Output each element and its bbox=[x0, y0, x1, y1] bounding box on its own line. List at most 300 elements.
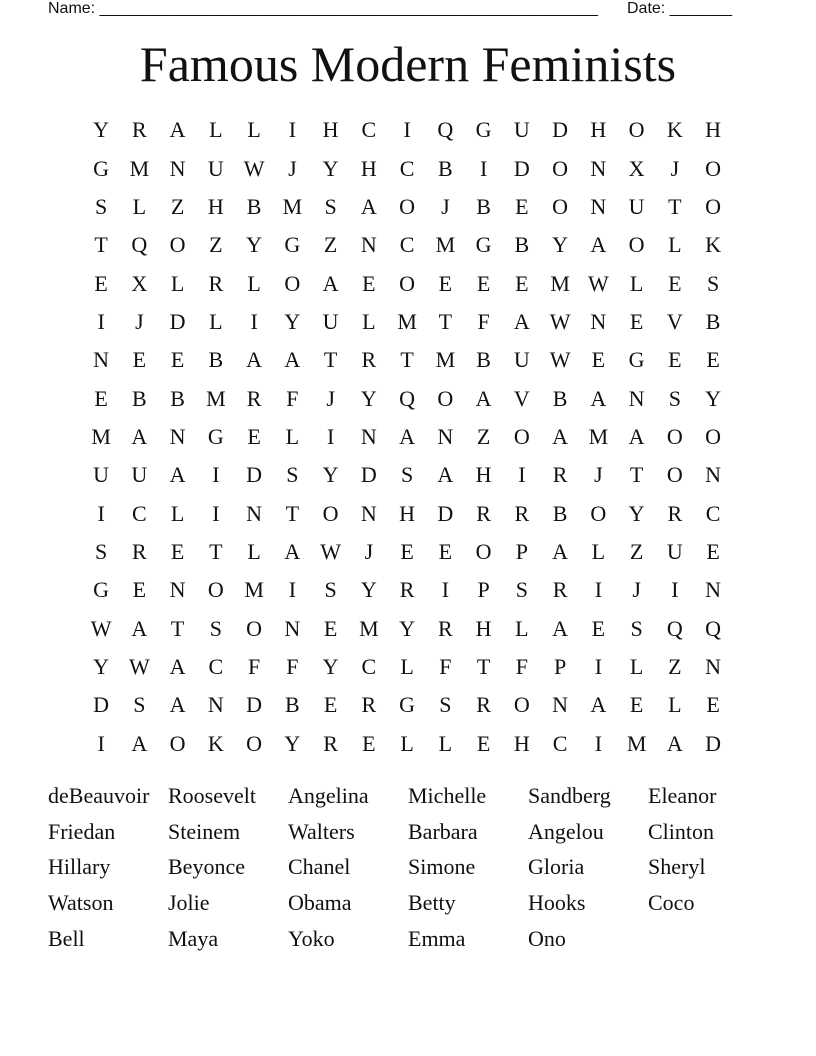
grid-letter[interactable]: B bbox=[514, 232, 530, 258]
grid-letter[interactable]: O bbox=[437, 385, 454, 411]
grid-letter[interactable]: O bbox=[399, 270, 416, 296]
grid-letter[interactable]: B bbox=[552, 385, 568, 411]
grid-letter[interactable]: B bbox=[552, 500, 568, 526]
grid-letter[interactable]: O bbox=[705, 193, 722, 219]
grid-letter[interactable]: F bbox=[439, 653, 452, 679]
grid-letter[interactable]: G bbox=[93, 155, 110, 181]
grid-letter[interactable]: G bbox=[475, 232, 492, 258]
letter-grid bbox=[82, 111, 732, 763]
grid-letter[interactable]: T bbox=[438, 308, 453, 334]
grid-letter[interactable]: L bbox=[170, 500, 185, 526]
grid-letter[interactable]: Z bbox=[476, 423, 491, 449]
grid-letter[interactable]: A bbox=[513, 308, 530, 334]
grid-letter[interactable]: O bbox=[169, 730, 186, 756]
grid-letter[interactable]: O bbox=[513, 692, 530, 718]
grid-letter[interactable]: W bbox=[587, 270, 609, 296]
grid-letter[interactable]: A bbox=[284, 538, 301, 564]
grid-letter[interactable]: E bbox=[170, 538, 185, 564]
grid-letter[interactable]: J bbox=[594, 462, 603, 488]
grid-letter[interactable]: A bbox=[666, 730, 683, 756]
grid-letter[interactable]: M bbox=[359, 615, 379, 641]
grid-letter[interactable]: K bbox=[705, 232, 722, 258]
grid-letter[interactable]: R bbox=[476, 692, 491, 718]
grid-letter[interactable]: Z bbox=[668, 653, 682, 679]
grid-letter[interactable]: I bbox=[403, 117, 411, 143]
grid-letter[interactable]: I bbox=[212, 462, 220, 488]
grid-letter[interactable]: J bbox=[288, 155, 297, 181]
grid-letter[interactable]: B bbox=[132, 385, 147, 411]
grid-letter[interactable]: I bbox=[326, 423, 335, 449]
grid-letter[interactable]: O bbox=[705, 155, 722, 181]
grid-letter[interactable]: Q bbox=[399, 385, 416, 411]
grid-letter[interactable]: R bbox=[361, 692, 377, 718]
grid-letter[interactable]: E bbox=[515, 193, 529, 219]
grid-letter[interactable]: B bbox=[476, 193, 491, 219]
word-list-item: Roosevelt bbox=[168, 783, 256, 808]
grid-letter[interactable]: W bbox=[90, 615, 112, 641]
grid-letter[interactable]: M bbox=[435, 347, 456, 373]
grid-letter[interactable]: P bbox=[477, 577, 490, 603]
grid-letter[interactable]: T bbox=[94, 232, 108, 258]
grid-letter[interactable]: O bbox=[628, 117, 645, 143]
grid-letter[interactable]: L bbox=[400, 653, 414, 679]
grid-letter[interactable]: A bbox=[552, 423, 569, 449]
grid-letter[interactable]: A bbox=[552, 538, 569, 564]
grid-letter[interactable]: I bbox=[288, 117, 297, 143]
grid-letter[interactable]: Z bbox=[323, 232, 338, 258]
grid-letter[interactable]: C bbox=[399, 232, 415, 258]
grid-letter[interactable]: T bbox=[323, 347, 338, 373]
grid-letter[interactable]: E bbox=[476, 730, 491, 756]
grid-letter[interactable]: N bbox=[207, 692, 224, 718]
grid-letter[interactable]: Y bbox=[322, 653, 339, 679]
grid-letter[interactable]: Z bbox=[209, 232, 223, 258]
grid-letter[interactable]: N bbox=[705, 462, 722, 488]
grid-letter[interactable]: N bbox=[437, 423, 454, 449]
grid-letter[interactable]: N bbox=[590, 155, 607, 181]
grid-letter[interactable]: R bbox=[361, 347, 377, 373]
grid-letter[interactable]: R bbox=[208, 270, 224, 296]
grid-letter[interactable]: E bbox=[591, 615, 606, 641]
grid-letter[interactable]: I bbox=[97, 730, 105, 756]
grid-letter[interactable]: L bbox=[591, 538, 606, 564]
grid-letter[interactable]: T bbox=[170, 615, 185, 641]
grid-letter[interactable]: E bbox=[247, 423, 261, 449]
grid-letter[interactable]: A bbox=[169, 692, 186, 718]
word-list-item: Gloria bbox=[528, 854, 585, 880]
grid-letter[interactable]: U bbox=[513, 117, 530, 143]
grid-letter[interactable]: A bbox=[169, 462, 186, 488]
grid-letter[interactable]: I bbox=[594, 730, 603, 756]
grid-letter[interactable]: E bbox=[132, 577, 147, 603]
grid-letter[interactable]: R bbox=[438, 615, 453, 641]
grid-letter[interactable]: D bbox=[705, 730, 722, 756]
grid-letter[interactable]: T bbox=[629, 462, 644, 488]
grid-letter[interactable]: A bbox=[590, 232, 607, 258]
grid-letter[interactable]: D bbox=[360, 462, 377, 488]
grid-letter[interactable]: N bbox=[590, 193, 607, 219]
grid-letter[interactable]: D bbox=[246, 462, 263, 488]
word-list-item: Steinem bbox=[168, 818, 241, 844]
grid-letter[interactable]: Q bbox=[131, 232, 148, 258]
grid-letter[interactable]: X bbox=[628, 155, 645, 181]
grid-letter[interactable]: O bbox=[169, 232, 186, 258]
grid-letter[interactable]: N bbox=[284, 615, 301, 641]
grid-letter[interactable]: B bbox=[208, 347, 224, 373]
grid-letter[interactable]: F bbox=[248, 653, 261, 679]
grid-letter[interactable]: W bbox=[549, 347, 571, 373]
grid-letter[interactable]: Y bbox=[246, 232, 263, 258]
grid-letter[interactable]: T bbox=[285, 500, 300, 526]
grid-letter[interactable]: C bbox=[399, 155, 415, 181]
date-field[interactable]: Date: _______ bbox=[627, 0, 732, 17]
grid-letter[interactable]: R bbox=[667, 500, 683, 526]
grid-letter[interactable]: R bbox=[476, 500, 491, 526]
grid-letter[interactable]: C bbox=[132, 500, 147, 526]
grid-letter[interactable]: H bbox=[360, 155, 377, 181]
grid-letter[interactable]: D bbox=[246, 692, 263, 718]
grid-letter[interactable]: I bbox=[250, 308, 258, 334]
grid-letter[interactable]: Z bbox=[170, 193, 185, 219]
grid-letter[interactable]: Y bbox=[399, 615, 416, 641]
grid-letter[interactable]: Y bbox=[284, 730, 301, 756]
grid-letter[interactable]: L bbox=[438, 730, 453, 756]
grid-letter[interactable]: E bbox=[170, 347, 185, 373]
grid-letter[interactable]: G bbox=[93, 577, 110, 603]
grid-letter[interactable]: G bbox=[475, 117, 492, 143]
grid-letter[interactable]: K bbox=[207, 730, 224, 756]
grid-letter[interactable]: L bbox=[400, 730, 414, 756]
grid-letter[interactable]: M bbox=[91, 423, 111, 449]
grid-letter[interactable]: O bbox=[513, 423, 530, 449]
grid-letter[interactable]: O bbox=[590, 500, 607, 526]
grid-letter[interactable]: Y bbox=[284, 308, 301, 334]
grid-letter[interactable]: R bbox=[552, 577, 568, 603]
grid-letter[interactable]: T bbox=[668, 193, 682, 219]
grid-letter[interactable]: C bbox=[552, 730, 568, 756]
grid-letter[interactable]: G bbox=[284, 232, 301, 258]
grid-letter[interactable]: J bbox=[326, 385, 335, 411]
grid-letter[interactable]: U bbox=[93, 462, 110, 488]
grid-letter[interactable]: W bbox=[320, 538, 341, 564]
grid-letter[interactable]: B bbox=[438, 155, 453, 181]
grid-letter[interactable]: B bbox=[170, 385, 185, 411]
grid-letter[interactable]: G bbox=[628, 347, 645, 373]
grid-letter[interactable]: N bbox=[552, 692, 569, 718]
grid-letter[interactable]: A bbox=[131, 423, 148, 449]
grid-letter[interactable]: W bbox=[549, 308, 571, 334]
grid-letter[interactable]: Y bbox=[322, 155, 339, 181]
grid-letter[interactable]: L bbox=[247, 270, 261, 296]
grid-letter[interactable]: D bbox=[552, 117, 569, 143]
grid-letter[interactable]: I bbox=[97, 308, 105, 334]
grid-letter[interactable]: L bbox=[132, 193, 147, 219]
grid-letter[interactable]: A bbox=[399, 423, 416, 449]
grid-letter[interactable]: I bbox=[479, 155, 488, 181]
grid-letter[interactable]: Y bbox=[93, 653, 110, 679]
grid-letter[interactable]: N bbox=[360, 423, 377, 449]
grid-letter[interactable]: N bbox=[628, 385, 645, 411]
grid-letter[interactable]: O bbox=[705, 423, 722, 449]
grid-letter[interactable]: R bbox=[132, 117, 147, 143]
grid-letter[interactable]: I bbox=[97, 500, 105, 526]
grid-letter[interactable]: Y bbox=[360, 577, 377, 603]
grid-letter[interactable]: U bbox=[666, 538, 683, 564]
grid-letter[interactable]: S bbox=[324, 577, 337, 603]
grid-letter[interactable]: O bbox=[475, 538, 492, 564]
grid-letter[interactable]: S bbox=[515, 577, 528, 603]
grid-letter[interactable]: U bbox=[322, 308, 339, 334]
grid-letter[interactable]: J bbox=[632, 577, 641, 603]
grid-letter[interactable]: S bbox=[439, 692, 452, 718]
grid-letter[interactable]: R bbox=[132, 538, 147, 564]
grid-letter[interactable]: H bbox=[590, 117, 607, 143]
grid-letter[interactable]: E bbox=[706, 538, 720, 564]
grid-letter[interactable]: M bbox=[129, 155, 150, 181]
grid-letter[interactable]: H bbox=[475, 462, 492, 488]
grid-letter[interactable]: A bbox=[169, 117, 186, 143]
grid-letter[interactable]: I bbox=[518, 462, 526, 488]
grid-letter[interactable]: R bbox=[323, 730, 338, 756]
grid-letter[interactable]: P bbox=[554, 653, 567, 679]
grid-letter[interactable]: T bbox=[476, 653, 491, 679]
grid-letter[interactable]: E bbox=[591, 347, 606, 373]
grid-letter[interactable]: W bbox=[243, 155, 265, 181]
grid-letter[interactable]: G bbox=[207, 423, 224, 449]
grid-letter[interactable]: O bbox=[628, 232, 645, 258]
grid-letter[interactable]: Y bbox=[322, 462, 339, 488]
grid-letter[interactable]: E bbox=[515, 270, 529, 296]
grid-letter[interactable]: L bbox=[629, 653, 644, 679]
grid-letter[interactable]: J bbox=[441, 193, 450, 219]
grid-letter[interactable]: F bbox=[515, 653, 528, 679]
grid-letter[interactable]: A bbox=[322, 270, 339, 296]
grid-letter[interactable]: U bbox=[207, 155, 224, 181]
grid-letter[interactable]: N bbox=[169, 577, 186, 603]
grid-letter[interactable]: A bbox=[475, 385, 492, 411]
grid-letter[interactable]: T bbox=[209, 538, 223, 564]
grid-letter[interactable]: N bbox=[169, 155, 186, 181]
grid-letter[interactable]: D bbox=[437, 500, 454, 526]
grid-letter[interactable]: A bbox=[590, 692, 607, 718]
grid-letter[interactable]: Y bbox=[360, 385, 377, 411]
grid-letter[interactable]: B bbox=[476, 347, 491, 373]
grid-letter[interactable]: G bbox=[399, 692, 416, 718]
grid-letter[interactable]: Y bbox=[93, 117, 110, 143]
word-list-item: Emma bbox=[408, 925, 466, 951]
grid-letter[interactable]: N bbox=[590, 308, 607, 334]
word-list-item: Barbara bbox=[408, 818, 478, 844]
grid-letter[interactable]: H bbox=[705, 117, 722, 143]
grid-letter[interactable]: O bbox=[666, 462, 683, 488]
grid-letter[interactable]: E bbox=[362, 730, 376, 756]
grid-letter[interactable]: N bbox=[705, 653, 722, 679]
grid-letter[interactable]: H bbox=[513, 730, 530, 756]
grid-letter[interactable]: S bbox=[707, 270, 720, 296]
grid-letter[interactable]: S bbox=[95, 538, 108, 564]
grid-letter[interactable]: H bbox=[475, 615, 492, 641]
grid-letter[interactable]: U bbox=[513, 347, 530, 373]
grid-letter[interactable]: R bbox=[399, 577, 415, 603]
grid-letter[interactable]: L bbox=[247, 117, 261, 143]
grid-letter[interactable]: O bbox=[322, 500, 339, 526]
grid-letter[interactable]: S bbox=[630, 615, 643, 641]
grid-letter[interactable]: I bbox=[671, 577, 679, 603]
grid-letter[interactable]: E bbox=[706, 692, 720, 718]
grid-letter[interactable]: B bbox=[285, 692, 300, 718]
word-list-item: Eleanor bbox=[648, 783, 717, 808]
grid-letter[interactable]: C bbox=[705, 500, 721, 526]
grid-letter[interactable]: F bbox=[286, 385, 299, 411]
grid-letter[interactable]: Q bbox=[705, 615, 722, 641]
grid-letter[interactable]: O bbox=[207, 577, 224, 603]
grid-letter[interactable]: O bbox=[246, 615, 263, 641]
grid-letter[interactable]: T bbox=[400, 347, 414, 373]
grid-letter[interactable]: L bbox=[247, 538, 261, 564]
grid-letter[interactable]: A bbox=[131, 730, 148, 756]
grid-letter[interactable]: D bbox=[93, 692, 110, 718]
grid-letter[interactable]: H bbox=[207, 193, 224, 219]
grid-letter[interactable]: V bbox=[513, 385, 530, 411]
grid-letter[interactable]: L bbox=[668, 692, 682, 718]
grid-letter[interactable]: S bbox=[668, 385, 681, 411]
grid-letter[interactable]: L bbox=[515, 615, 529, 641]
grid-letter[interactable]: I bbox=[212, 500, 220, 526]
grid-letter[interactable]: B bbox=[705, 308, 721, 334]
grid-letter[interactable]: M bbox=[626, 730, 647, 756]
grid-letter[interactable]: B bbox=[246, 193, 262, 219]
grid-letter[interactable]: W bbox=[128, 653, 150, 679]
grid-letter[interactable]: Q bbox=[437, 117, 454, 143]
grid-letter[interactable]: A bbox=[131, 615, 148, 641]
name-field[interactable]: Name: ________________________________________________________ bbox=[48, 0, 598, 17]
grid-letter[interactable]: L bbox=[285, 423, 300, 449]
grid-letter[interactable]: I bbox=[441, 577, 450, 603]
grid-letter[interactable]: J bbox=[670, 155, 680, 181]
grid-letter[interactable]: H bbox=[399, 500, 416, 526]
grid-letter[interactable]: D bbox=[513, 155, 530, 181]
grid-letter[interactable]: A bbox=[552, 615, 569, 641]
grid-letter[interactable]: X bbox=[131, 270, 148, 296]
grid-letter[interactable]: Y bbox=[552, 232, 569, 258]
grid-letter[interactable]: E bbox=[629, 692, 644, 718]
grid-letter[interactable]: S bbox=[324, 193, 337, 219]
grid-letter[interactable]: M bbox=[588, 423, 609, 449]
grid-letter[interactable]: E bbox=[362, 270, 376, 296]
grid-letter[interactable]: E bbox=[323, 615, 338, 641]
grid-letter[interactable]: Y bbox=[705, 385, 722, 411]
grid-letter[interactable]: E bbox=[706, 347, 720, 373]
grid-letter[interactable]: E bbox=[476, 270, 491, 296]
grid-letter[interactable]: N bbox=[705, 577, 722, 603]
grid-letter[interactable]: R bbox=[514, 500, 530, 526]
grid-letter[interactable]: J bbox=[135, 308, 144, 334]
grid-letter[interactable]: E bbox=[629, 308, 644, 334]
grid-letter[interactable]: E bbox=[668, 347, 682, 373]
grid-letter[interactable]: S bbox=[286, 462, 299, 488]
grid-letter[interactable]: L bbox=[668, 232, 682, 258]
grid-letter[interactable]: S bbox=[401, 462, 414, 488]
grid-letter[interactable]: R bbox=[552, 462, 568, 488]
grid-letter[interactable]: L bbox=[209, 117, 223, 143]
grid-letter[interactable]: E bbox=[323, 692, 338, 718]
grid-letter[interactable]: A bbox=[360, 193, 377, 219]
grid-letter[interactable]: L bbox=[209, 308, 223, 334]
grid-letter[interactable]: O bbox=[246, 730, 263, 756]
grid-letter[interactable]: F bbox=[286, 653, 299, 679]
grid-letter[interactable]: C bbox=[208, 653, 224, 679]
grid-letter[interactable]: N bbox=[169, 423, 186, 449]
grid-letter[interactable]: S bbox=[95, 193, 108, 219]
grid-letter[interactable]: M bbox=[550, 270, 570, 296]
grid-letter[interactable]: V bbox=[666, 308, 683, 334]
grid-letter[interactable]: A bbox=[169, 653, 186, 679]
grid-letter[interactable]: L bbox=[170, 270, 185, 296]
grid-letter[interactable]: L bbox=[629, 270, 644, 296]
grid-letter[interactable]: S bbox=[133, 692, 146, 718]
grid-letter[interactable]: F bbox=[477, 308, 490, 334]
grid-letter[interactable]: S bbox=[209, 615, 222, 641]
grid-letter[interactable]: E bbox=[94, 385, 108, 411]
grid-letter[interactable]: E bbox=[94, 270, 108, 296]
grid-letter[interactable]: Y bbox=[628, 500, 645, 526]
grid-letter[interactable]: M bbox=[244, 577, 264, 603]
grid-letter[interactable]: M bbox=[206, 385, 226, 411]
grid-letter[interactable]: K bbox=[666, 117, 683, 143]
grid-letter[interactable]: N bbox=[360, 232, 377, 258]
grid-letter[interactable]: O bbox=[399, 193, 416, 219]
grid-letter[interactable]: I bbox=[594, 653, 603, 679]
grid-letter[interactable]: U bbox=[131, 462, 148, 488]
grid-letter[interactable]: E bbox=[132, 347, 147, 373]
grid-letter[interactable]: A bbox=[590, 385, 607, 411]
grid-letter[interactable]: Q bbox=[666, 615, 683, 641]
grid-letter[interactable]: O bbox=[552, 155, 569, 181]
header bbox=[48, 0, 748, 20]
grid-letter[interactable]: H bbox=[322, 117, 339, 143]
grid-letter[interactable]: A bbox=[437, 462, 454, 488]
grid-letter[interactable]: I bbox=[288, 577, 297, 603]
grid-letter[interactable]: C bbox=[361, 653, 377, 679]
grid-letter[interactable]: J bbox=[364, 538, 374, 564]
grid-letter[interactable]: E bbox=[668, 270, 682, 296]
grid-letter[interactable]: O bbox=[552, 193, 569, 219]
grid-letter[interactable]: M bbox=[397, 308, 417, 334]
grid-letter[interactable]: R bbox=[246, 385, 262, 411]
grid-letter[interactable]: Z bbox=[629, 538, 644, 564]
grid-letter[interactable]: E bbox=[438, 538, 453, 564]
grid-letter[interactable]: P bbox=[515, 538, 528, 564]
grid-letter[interactable]: E bbox=[438, 270, 453, 296]
grid-letter[interactable]: O bbox=[284, 270, 301, 296]
word-list-item: Yoko bbox=[288, 925, 335, 951]
grid-letter[interactable]: U bbox=[628, 193, 645, 219]
grid-letter[interactable]: N bbox=[360, 500, 377, 526]
grid-letter[interactable]: N bbox=[246, 500, 263, 526]
grid-letter[interactable]: E bbox=[400, 538, 414, 564]
grid-letter[interactable]: I bbox=[594, 577, 603, 603]
grid-letter[interactable]: A bbox=[284, 347, 301, 373]
grid-letter[interactable]: M bbox=[282, 193, 303, 219]
grid-letter[interactable]: N bbox=[93, 347, 110, 373]
grid-letter[interactable]: M bbox=[435, 232, 456, 258]
grid-letter[interactable]: O bbox=[666, 423, 683, 449]
grid-letter[interactable]: L bbox=[362, 308, 376, 334]
grid-letter[interactable]: C bbox=[361, 117, 377, 143]
grid-letter[interactable]: A bbox=[628, 423, 645, 449]
grid-letter[interactable]: A bbox=[246, 347, 263, 373]
grid-letter[interactable]: D bbox=[169, 308, 186, 334]
